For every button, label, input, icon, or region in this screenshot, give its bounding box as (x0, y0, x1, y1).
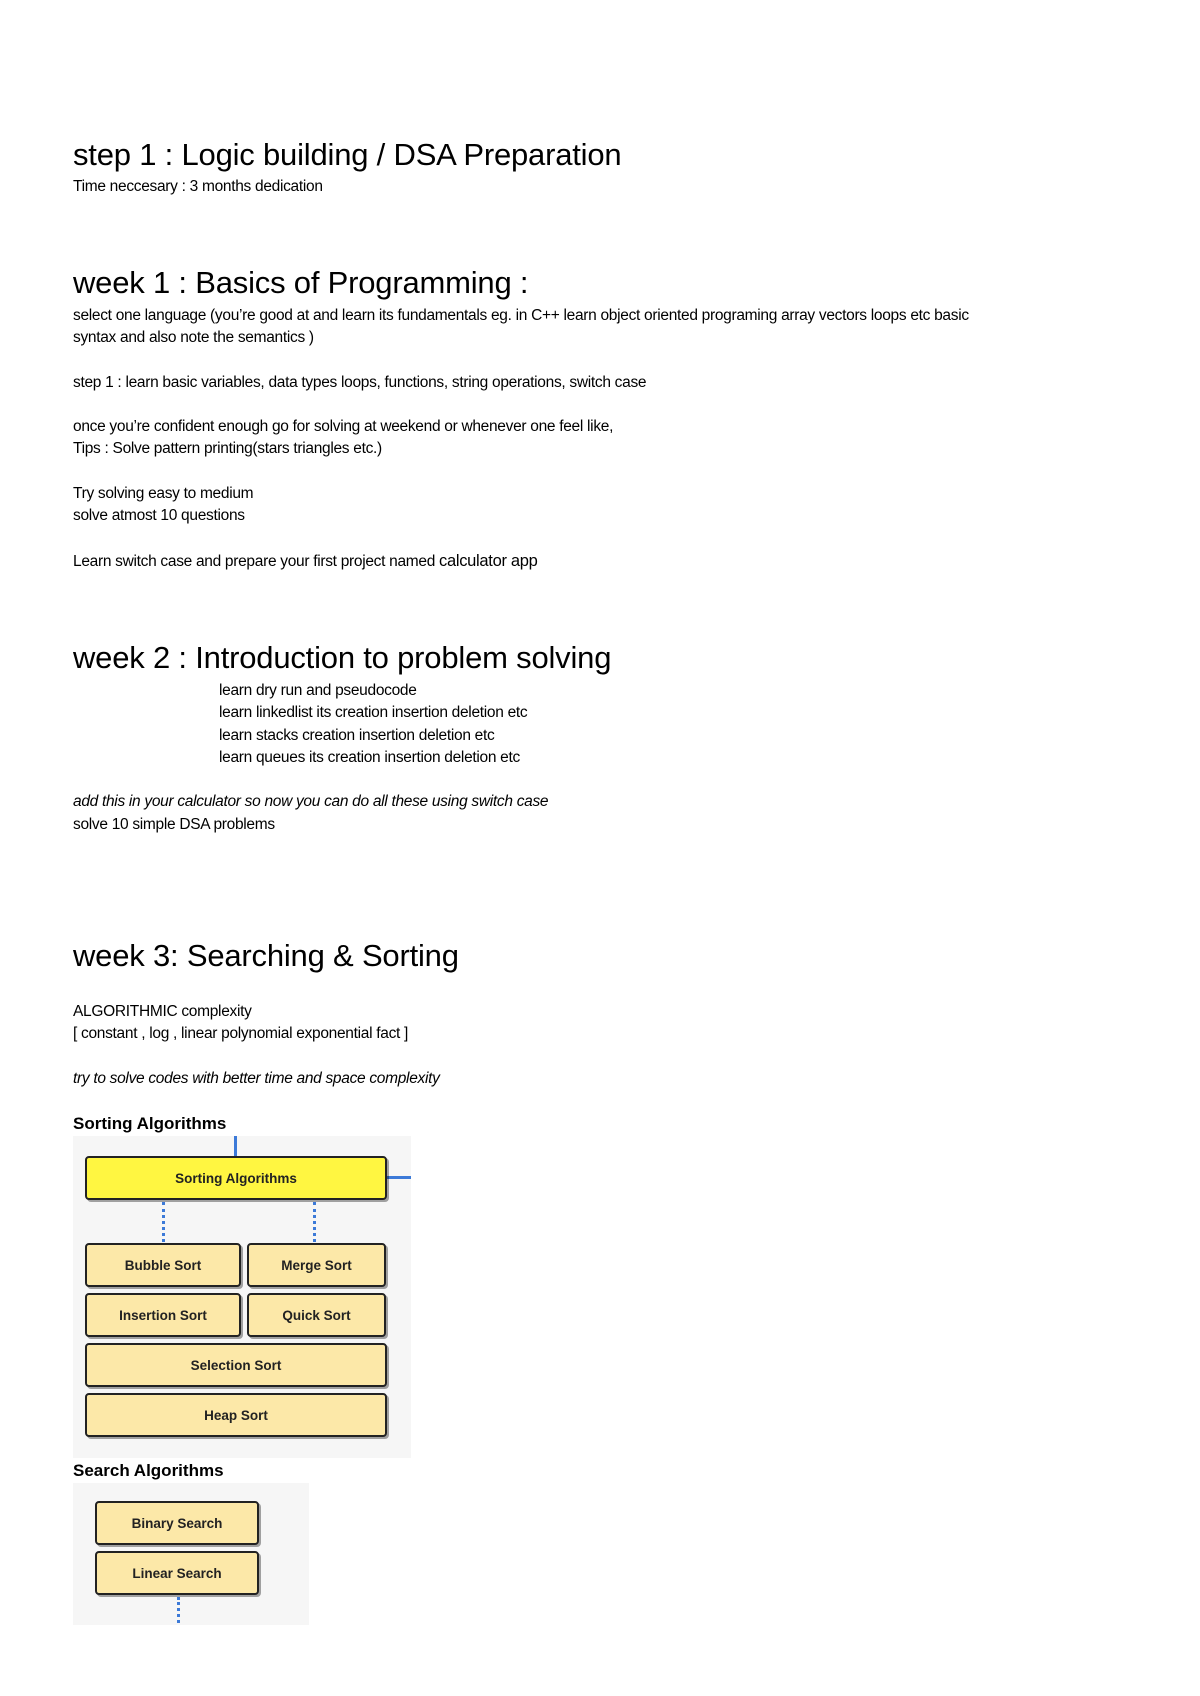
connector-dotted-right (313, 1202, 316, 1242)
week1-try: Try solving easy to medium (73, 485, 254, 502)
week1-title: week 1 : Basics of Programming : (73, 265, 529, 300)
binary-search-box: Binary Search (95, 1501, 259, 1545)
week1-solve: solve atmost 10 questions (73, 507, 245, 524)
sorting-diagram (73, 1136, 411, 1458)
heap-sort-box: Heap Sort (85, 1393, 387, 1437)
bubble-sort-box: Bubble Sort (85, 1243, 241, 1287)
linear-search-box: Linear Search (95, 1551, 259, 1595)
week1-step: step 1 : learn basic variables, data types loops, functions, string operations, switch case (73, 374, 647, 391)
week3-complexity-list: [ constant , log , linear polynomial exponential fact ] (73, 1025, 409, 1042)
merge-sort-box: Merge Sort (247, 1243, 386, 1287)
week3-tip: try to solve codes with better time and space complexity (73, 1070, 440, 1087)
insertion-sort-box: Insertion Sort (85, 1293, 241, 1337)
week1-project (73, 550, 538, 573)
week2-add-note: add this in your calculator so now you can do all these using switch case (73, 793, 549, 810)
selection-sort-box: Selection Sort (85, 1343, 387, 1387)
week1-tips: Tips : Solve pattern printing(stars triangles etc.) (73, 440, 382, 457)
week1-confident: once you’re confident enough go for solving at weekend or whenever one feel like, (73, 418, 614, 435)
search-heading: Search Algorithms (73, 1461, 224, 1480)
week1-project-prefix: Learn switch case and prepare your first project named (73, 553, 440, 570)
sorting-algorithms-box: Sorting Algorithms (85, 1156, 387, 1200)
week2-item: learn stacks creation insertion deletion etc (219, 727, 495, 744)
step1-title: step 1 : Logic building / DSA Preparation (73, 137, 622, 172)
week2-title: week 2 : Introduction to problem solving (73, 640, 612, 675)
connector-top (234, 1136, 237, 1156)
week2-item: learn dry run and pseudocode (219, 682, 417, 699)
week3-complexity: ALGORITHMIC complexity (73, 1003, 252, 1020)
week3-title: week 3: Searching & Sorting (73, 938, 459, 973)
week2-item: learn queues its creation insertion deletion etc (219, 749, 520, 766)
step1-time: Time neccesary : 3 months dedication (73, 178, 323, 195)
connector-right (386, 1176, 411, 1179)
week2-solve: solve 10 simple DSA problems (73, 816, 275, 833)
connector-dotted-left (162, 1202, 165, 1242)
connector-dotted-bottom (177, 1597, 180, 1623)
week1-intro-line1: select one language (you’re good at and learn its fundamentals eg. in C++ learn object oriented programing array vectors loops etc basic (73, 307, 969, 324)
quick-sort-box: Quick Sort (247, 1293, 386, 1337)
search-diagram (73, 1483, 309, 1625)
week1-project-name: calculator app (439, 552, 538, 570)
sorting-heading: Sorting Algorithms (73, 1114, 227, 1133)
week1-intro-line2: syntax and also note the semantics ) (73, 329, 314, 346)
week2-item: learn linkedlist its creation insertion deletion etc (219, 704, 528, 721)
